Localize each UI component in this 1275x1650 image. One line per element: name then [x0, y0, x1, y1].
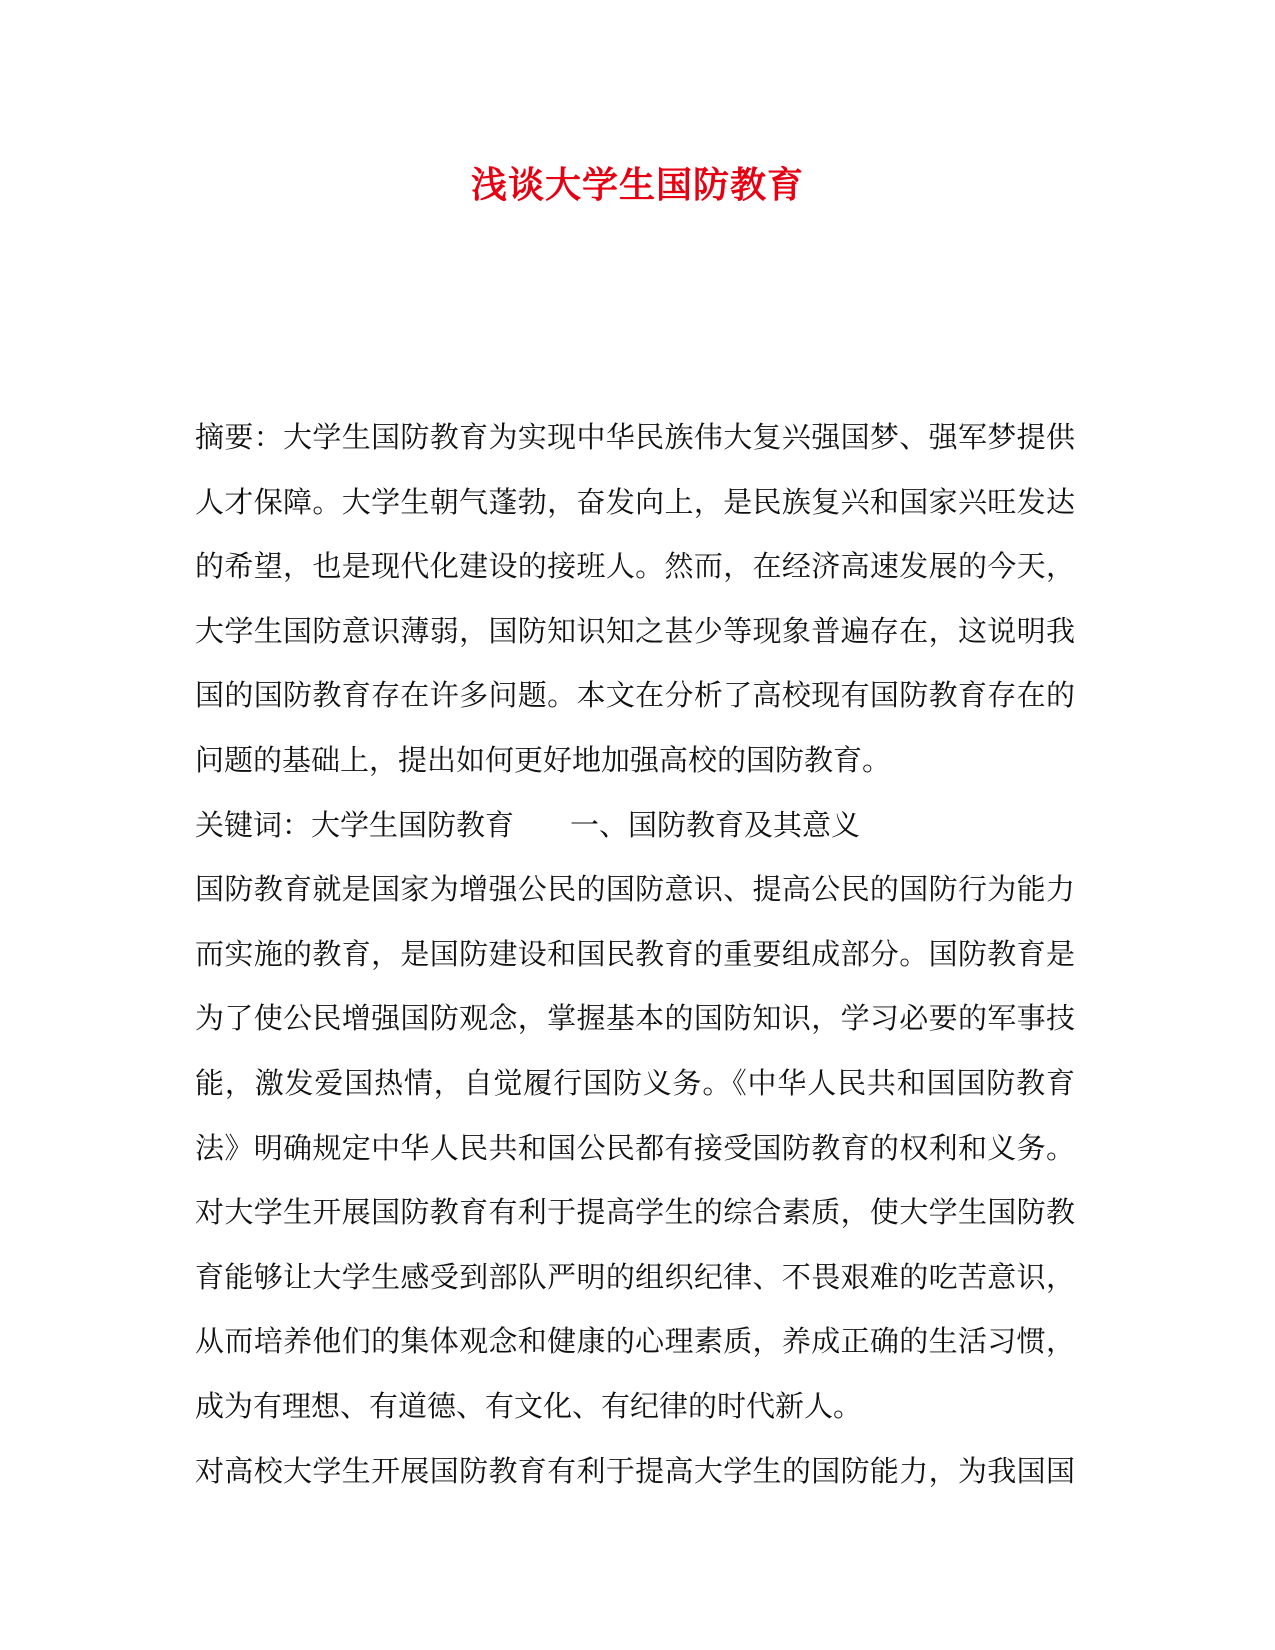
paragraph-line: 国防教育就是国家为增强公民的国防意识、提高公民的国防行为能力 [195, 872, 1075, 907]
document-title: 浅谈大学生国防教育 [470, 164, 804, 206]
abstract-line: 国的国防教育存在许多问题。本文在分析了高校现有国防教育存在的 [195, 678, 1075, 713]
abstract-line: 问题的基础上，提出如何更好地加强高校的国防教育。 [195, 742, 892, 777]
paragraph-line: 对高校大学生开展国防教育有利于提高大学生的国防能力，为我国国 [195, 1453, 1075, 1488]
paragraph-line: 育能够让大学生感受到部队严明的组织纪律、不畏艰难的吃苦意识， [195, 1259, 1075, 1294]
abstract-line: 的希望，也是现代化建设的接班人。然而，在经济高速发展的今天， [195, 549, 1075, 584]
abstract-line: 摘要：大学生国防教育为实现中华民族伟大复兴强国梦、强军梦提供 [195, 420, 1075, 454]
keywords-label: 关键词：大学生国防教育 [195, 807, 515, 842]
keywords-line [195, 793, 1075, 858]
keywords-paragraph [195, 793, 1075, 858]
paragraph-line: 从而培养他们的集体观念和健康的心理素质，养成正确的生活习惯， [195, 1324, 1075, 1359]
paragraph-line: 法》明确规定中华人民共和国公民都有接受国防教育的权利和义务。 [195, 1130, 1075, 1165]
abstract-line: 大学生国防意识薄弱，国防知识知之甚少等现象普遍存在，这说明我 [195, 613, 1075, 648]
body-paragraph-1 [195, 857, 1075, 1180]
section-heading: 一、国防教育及其意义 [570, 807, 861, 842]
body-paragraph-2 [195, 1180, 1075, 1438]
document-body [195, 405, 1075, 1503]
paragraph-line: 对大学生开展国防教育有利于提高学生的综合素质，使大学生国防教 [195, 1195, 1075, 1230]
paragraph-line: 能，激发爱国热情，自觉履行国防义务。《中华人民共和国国防教育 [195, 1065, 1075, 1100]
body-paragraph-3 [195, 1439, 1075, 1504]
paragraph-line: 为了使公民增强国防观念，掌握基本的国防知识，学习必要的军事技 [195, 1001, 1075, 1036]
paragraph-line: 成为有理想、有道德、有文化、有纪律的时代新人。 [195, 1388, 863, 1423]
abstract-paragraph [195, 405, 1075, 793]
paragraph-line: 而实施的教育，是国防建设和国民教育的重要组成部分。国防教育是 [195, 936, 1075, 971]
abstract-line: 人才保障。大学生朝气蓬勃，奋发向上，是民族复兴和国家兴旺发达 [195, 484, 1075, 519]
